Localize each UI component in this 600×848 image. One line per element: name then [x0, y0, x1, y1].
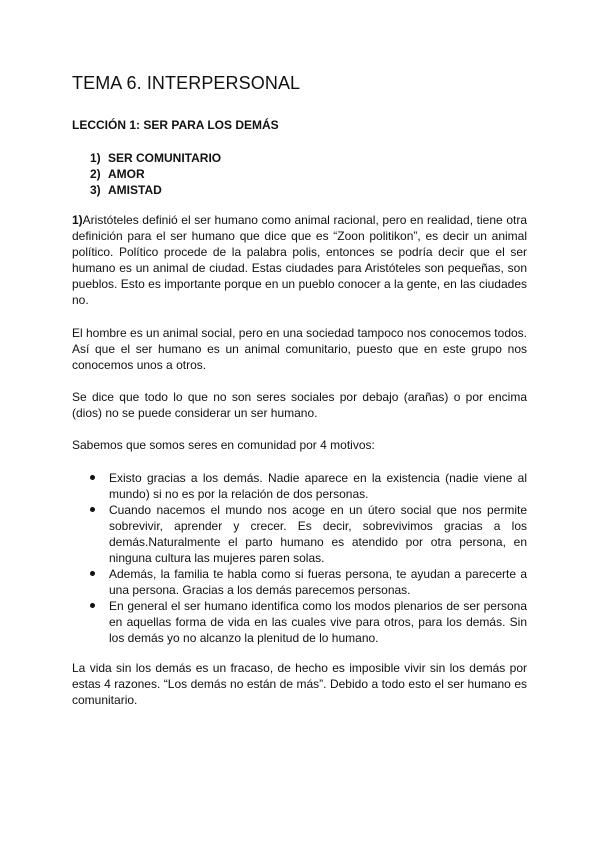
paragraph-social-beings: Se dice que todo lo que no son seres sociales por debajo (arañas) o por encima (dios) no se puede considerar un ser humano.: [72, 390, 527, 420]
topic-item: 1) SER COMUNITARIO: [90, 151, 222, 165]
paragraph-conclusion: La vida sin los demás es un fracaso, de hecho es imposible vivir sin los demás por estas 4 razones. “Los demás no están de más”. Debido a todo esto el ser humano es comunitario.: [72, 661, 527, 707]
document-title: TEMA 6. INTERPERSONAL: [72, 73, 301, 93]
paragraph-number: 1): [72, 213, 83, 227]
bullet-icon: [90, 603, 95, 608]
reason-item: Existo gracias a los demás. Nadie aparece en la existencia (nadie viene al mundo) si no es por la relación de dos personas.: [72, 470, 527, 502]
reason-item: Cuando nacemos el mundo nos acoge en un útero social que nos permite sobrevivir, aprender y crecer. Es decir, sobrevivimos gracias a los demás.Naturalmente el parto humano es atendido por otra persona, en ninguna cultura las mujeres paren solas.: [72, 502, 527, 566]
bullet-icon: [90, 475, 95, 480]
reason-item: Además, la familia te habla como si fueras persona, te ayudan a parecerte a una persona. Gracias a los demás parecemos personas.: [72, 566, 527, 598]
paragraph-reasons-intro: Sabemos que somos seres en comunidad por 4 motivos:: [72, 438, 375, 452]
paragraph-aristotle: 1)Aristóteles definió el ser humano como animal racional, pero en realidad, tiene otra definición para el ser humano que dice que es “Zoon politikon”, es decir un animal político. Político procede de la palabra polis, entonces se podría decir que el ser humano es un animal de ciudad. Estas ciudades para Aristóteles son pequeñas, son pueblos. Esto es importante porque en un pueblo conocer a la gente, en las ciudades no.: [72, 213, 527, 307]
lesson-heading: LECCIÓN 1: SER PARA LOS DEMÁS: [72, 118, 279, 132]
reasons-list: [72, 470, 527, 646]
reason-item: En general el ser humano identifica como los modos plenarios de ser persona en aquellas forma de vida en las cuales vive para otros, para los demás. Sin los demás yo no alcanzo la plenitud de lo humano.: [72, 598, 527, 646]
topic-item: 2) AMOR: [90, 167, 145, 181]
paragraph-social-animal: El hombre es un animal social, pero en una sociedad tampoco nos conocemos todos. Así que el ser humano es un animal comunitario, puesto que en este grupo nos conocemos unos a otros.: [72, 326, 527, 372]
bullet-icon: [90, 507, 95, 512]
topic-item: 3) AMISTAD: [90, 183, 162, 197]
bullet-icon: [90, 571, 95, 576]
topic-list: [90, 150, 221, 198]
